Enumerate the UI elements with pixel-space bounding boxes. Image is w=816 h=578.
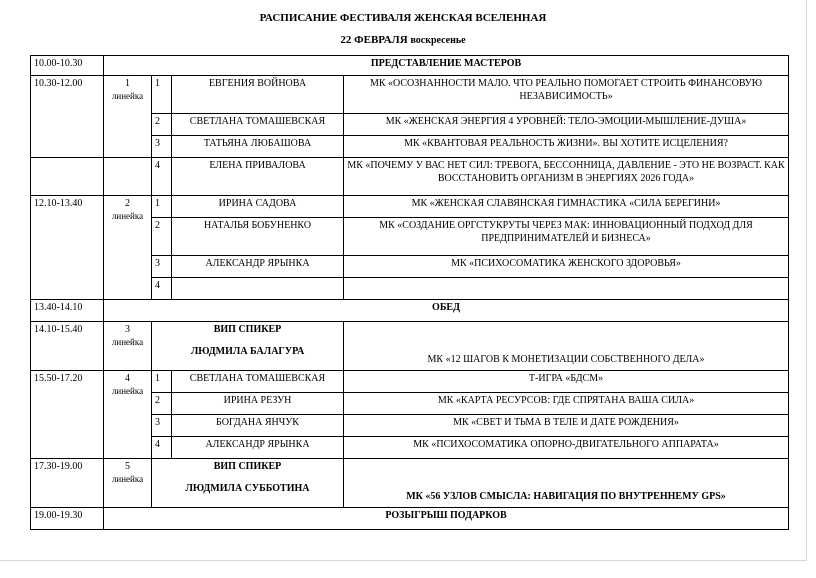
line-cell [104,76,152,158]
masterclass-title: МК «КВАНТОВАЯ РЕАЛЬНОСТЬ ЖИЗНИ». ВЫ ХОТИТЕ ИСЦЕЛЕНИЯ? [344,136,789,158]
line-cell [104,371,152,459]
date-text: 22 ФЕВРАЛЯ [340,34,408,46]
slot-number: 3 [152,256,172,278]
time-cell-empty [31,158,104,196]
speaker-name: НАТАЛЬЯ БОБУНЕНКО [172,218,344,256]
speaker-name: ТАТЬЯНА ЛЮБАШОВА [172,136,344,158]
line-number: 4 [125,373,130,384]
masterclass-title: МК «ЖЕНСКАЯ ЭНЕРГИЯ 4 УРОВНЕЙ: ТЕЛО-ЭМОЦИИ-МЫШЛЕНИЕ-ДУША» [344,114,789,136]
table-row [31,300,789,322]
time-cell: 10.30-12.00 [31,76,104,158]
masterclass-title: МК «ЖЕНСКАЯ СЛАВЯНСКАЯ ГИМНАСТИКА «СИЛА БЕРЕГИНИ» [344,196,789,218]
masterclass-title: МК «ПСИХОСОМАТИКА ЖЕНСКОГО ЗДОРОВЬЯ» [344,256,789,278]
masterclass-title: МК «12 ШАГОВ К МОНЕТИЗАЦИИ СОБСТВЕННОГО ДЕЛА» [344,322,789,371]
table-row [31,196,789,218]
vip-label: ВИП СПИКЕР [213,461,282,472]
line-label: линейка [111,337,144,347]
speaker-name: АЛЕКСАНДР ЯРЫНКА [172,256,344,278]
section-heading: ОБЕД [104,300,789,322]
speaker-name: ЕЛЕНА ПРИВАЛОВА [172,158,344,196]
slot-number: 2 [152,114,172,136]
slot-number: 2 [152,393,172,415]
schedule-date [0,34,806,46]
section-heading: РОЗЫГРЫШ ПОДАРКОВ [104,508,789,530]
vip-speaker-cell [152,322,344,371]
table-row [31,508,789,530]
time-cell: 17.30-19.00 [31,459,104,508]
speaker-name: БОГДАНА ЯНЧУК [172,415,344,437]
line-number: 1 [125,78,130,89]
masterclass-title: МК «СОЗДАНИЕ ОРГСТУКРУТЫ ЧЕРЕЗ МАК: ИННОВАЦИОННЫЙ ПОДХОД ДЛЯ ПРЕДПРИНИМАТЕЛЕЙ И БИЗНЕСА» [344,218,789,256]
line-label: линейка [111,386,144,396]
time-cell: 10.00-10.30 [31,56,104,76]
masterclass-title: МК «СВЕТ И ТЬМА В ТЕЛЕ И ДАТЕ РОЖДЕНИЯ» [344,415,789,437]
slot-number: 1 [152,76,172,114]
speaker-name [172,278,344,300]
time-cell: 13.40-14.10 [31,300,104,322]
slot-number: 1 [152,371,172,393]
vip-name: ЛЮДМИЛА СУББОТИНА [185,483,310,494]
schedule-title: РАСПИСАНИЕ ФЕСТИВАЛЯ ЖЕНСКАЯ ВСЕЛЕННАЯ [259,12,547,24]
speaker-name: АЛЕКСАНДР ЯРЫНКА [172,437,344,459]
masterclass-title: МК «ОСОЗНАННОСТИ МАЛО. ЧТО РЕАЛЬНО ПОМОГАЕТ СТРОИТЬ ФИНАНСОВУЮ НЕЗАВИСИМОСТЬ» [344,76,789,114]
vip-label: ВИП СПИКЕР [213,324,282,335]
line-cell [104,459,152,508]
table-row [31,322,789,371]
slot-number: 2 [152,218,172,256]
section-heading: ПРЕДСТАВЛЕНИЕ МАСТЕРОВ [104,56,789,76]
line-label: линейка [111,474,144,484]
speaker-name: СВЕТЛАНА ТОМАШЕВСКАЯ [172,371,344,393]
speaker-name: ЕВГЕНИЯ ВОЙНОВА [172,76,344,114]
slot-number: 1 [152,196,172,218]
table-row [31,459,789,508]
time-cell: 14.10-15.40 [31,322,104,371]
line-number: 3 [125,324,130,335]
time-cell: 12.10-13.40 [31,196,104,300]
masterclass-title [344,278,789,300]
vip-name: ЛЮДМИЛА БАЛАГУРА [190,346,305,357]
line-cell-empty [104,158,152,196]
slot-number: 4 [152,278,172,300]
time-cell: 15.50-17.20 [31,371,104,459]
line-label: линейка [111,211,144,221]
table-row [31,76,789,114]
time-cell: 19.00-19.30 [31,508,104,530]
speaker-name: ИРИНА РЕЗУН [172,393,344,415]
slot-number: 3 [152,136,172,158]
line-cell [104,322,152,371]
table-row [31,371,789,393]
slot-number: 3 [152,415,172,437]
masterclass-title: МК «КАРТА РЕСУРСОВ: ГДЕ СПРЯТАНА ВАША СИЛА» [344,393,789,415]
line-cell [104,196,152,300]
weekday-text: воскресенье [410,35,466,46]
line-number: 5 [125,461,130,472]
speaker-name: ИРИНА САДОВА [172,196,344,218]
line-label: линейка [111,91,144,101]
table-row [31,158,789,196]
vip-speaker-cell [152,459,344,508]
speaker-name: СВЕТЛАНА ТОМАШЕВСКАЯ [172,114,344,136]
slot-number: 4 [152,437,172,459]
masterclass-title: Т-ИГРА «БДСМ» [344,371,789,393]
slot-number: 4 [152,158,172,196]
masterclass-title: МК «ПОЧЕМУ У ВАС НЕТ СИЛ: ТРЕВОГА, БЕССОННИЦА, ДАВЛЕНИЕ - ЭТО НЕ ВОЗРАСТ. КАК ВОССТАНОВИТЬ ОРГАНИЗМ В ЭНЕРГИЯХ 2026 ГОДА» [344,158,789,196]
schedule-table [30,55,789,530]
masterclass-title: МК «ПСИХОСОМАТИКА ОПОРНО-ДВИГАТЕЛЬНОГО АППАРАТА» [344,437,789,459]
line-number: 2 [125,198,130,209]
masterclass-title: МК «56 УЗЛОВ СМЫСЛА: НАВИГАЦИЯ ПО ВНУТРЕННЕМУ GPS» [344,459,789,508]
table-row [31,56,789,76]
